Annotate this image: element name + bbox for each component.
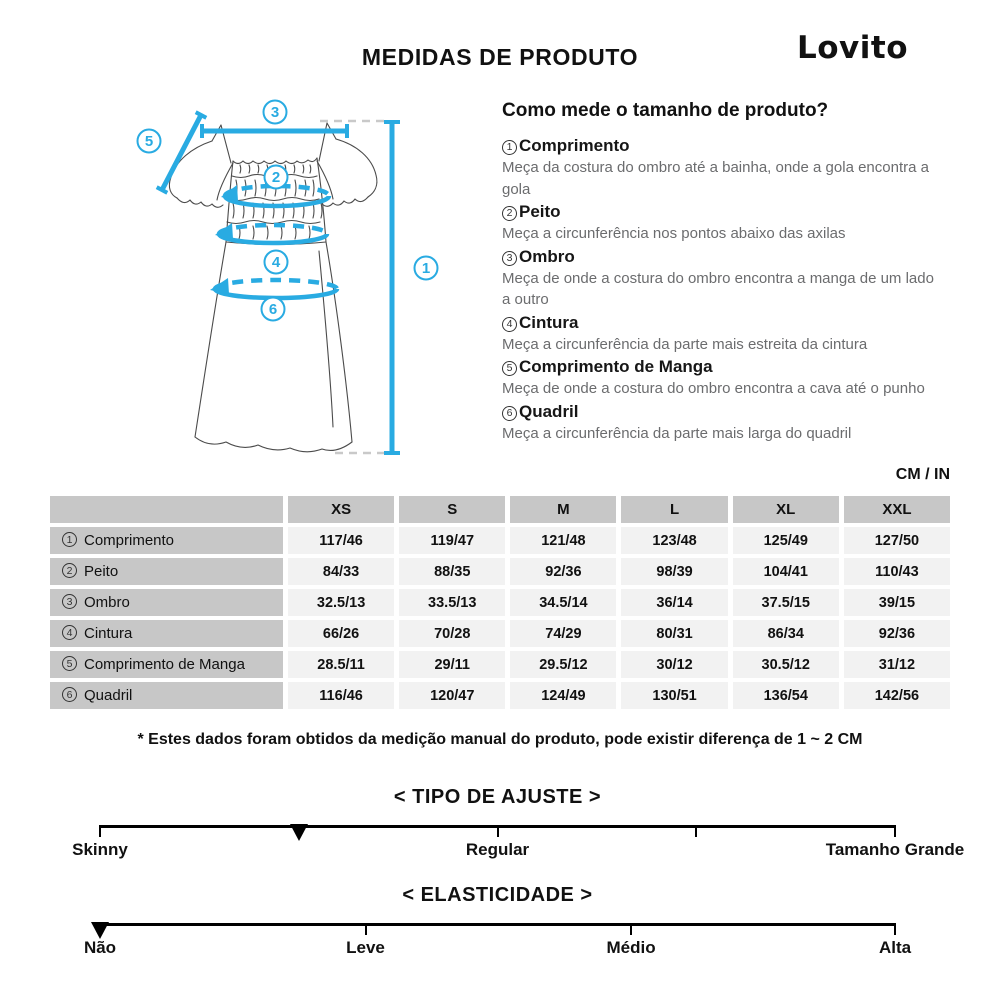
table-cell: 29/11 — [399, 651, 505, 678]
table-corner-cell — [50, 496, 283, 523]
brand-logo: Lovito — [797, 30, 909, 66]
scale-tick — [894, 923, 896, 935]
row-label-text: Ombro — [84, 594, 130, 611]
measure-ellipse-waist — [219, 234, 327, 243]
guide-item-label: Comprimento — [519, 136, 630, 155]
number-badge-icon: 2 — [502, 206, 517, 221]
row-label-text: Quadril — [84, 687, 133, 704]
table-cell: 110/43 — [844, 558, 950, 585]
guide-item-label: Ombro — [519, 246, 575, 266]
table-cell: 125/49 — [733, 527, 839, 554]
guide-item-label: Cintura — [519, 312, 579, 332]
table-row-label — [50, 589, 283, 616]
scale-marker-icon — [91, 922, 109, 939]
table-cell: 136/54 — [733, 682, 839, 709]
table-cell: 31/12 — [844, 651, 950, 678]
table-cell: 28.5/11 — [288, 651, 394, 678]
guide-item-description: Meça a circunferência da parte mais larga do quadril — [502, 424, 852, 442]
table-row-label — [50, 651, 283, 678]
guide-heading: Como mede o tamanho de produto? — [502, 100, 829, 121]
guide-item-description: Meça a circunferência da parte mais estreita da cintura — [502, 335, 868, 353]
row-label-text: Comprimento de Manga — [84, 656, 245, 673]
scale-label: Não — [83, 938, 117, 957]
guide-item-label: Quadril — [519, 401, 579, 421]
table-cell: 37.5/15 — [733, 589, 839, 616]
table-cell: 39/15 — [844, 589, 950, 616]
scale-label: Skinny — [72, 840, 128, 859]
elasticity-scale — [83, 884, 912, 960]
measure-badge-6: 6 — [268, 301, 278, 318]
number-badge-icon: 4 — [502, 317, 517, 332]
scale-tick — [497, 825, 499, 837]
number-badge-icon: 1 — [502, 140, 517, 155]
scale-tick — [99, 825, 101, 837]
table-header-cell: S — [399, 496, 505, 523]
guide-item — [502, 355, 947, 400]
table-cell: 116/46 — [288, 682, 394, 709]
guide-item-title — [502, 400, 947, 423]
table-header-cell: L — [621, 496, 727, 523]
scale-label: Médio — [606, 938, 656, 957]
table-cell: 30/12 — [621, 651, 727, 678]
guide-item-label: Peito — [519, 202, 561, 221]
scale-line — [100, 923, 895, 926]
guide-item — [502, 200, 947, 245]
number-badge-icon: 5 — [62, 656, 77, 671]
arrow-icon — [215, 223, 233, 239]
table-cell: 123/48 — [621, 527, 727, 554]
guide-item-title — [502, 134, 947, 157]
guide-items — [502, 134, 947, 444]
table-cell: 74/29 — [510, 620, 616, 647]
table-row-label — [50, 682, 283, 709]
number-badge-icon: 6 — [62, 687, 77, 702]
measure-badge-2: 2 — [271, 169, 281, 186]
table-row-label — [50, 558, 283, 585]
scale-label: Tamanho Grande — [825, 840, 965, 859]
table-cell: 104/41 — [733, 558, 839, 585]
measure-badge-1: 1 — [421, 260, 431, 277]
guide-item — [502, 134, 947, 200]
table-cell: 117/46 — [288, 527, 394, 554]
table-cell: 29.5/12 — [510, 651, 616, 678]
guide-item-description: Meça de onde a costura do ombro encontra a cava até o punho — [502, 380, 925, 397]
number-badge-icon: 6 — [502, 406, 517, 421]
table-cell: 127/50 — [844, 527, 950, 554]
table-cell: 32.5/13 — [288, 589, 394, 616]
number-badge-icon: 4 — [62, 625, 77, 640]
size-diagram — [95, 85, 475, 475]
number-badge-icon: 5 — [502, 361, 517, 376]
guide-item-description: Meça da costura do ombro até a bainha, onde a gola encontra a gola — [502, 159, 929, 198]
arrow-icon — [221, 185, 238, 201]
number-badge-icon: 3 — [62, 594, 77, 609]
table-header-cell: XL — [733, 496, 839, 523]
scale-label: Regular — [465, 840, 530, 859]
guide-item-title — [502, 355, 947, 378]
unit-label: CM / IN — [895, 466, 950, 483]
row-label-text: Cintura — [84, 625, 133, 642]
number-badge-icon: 2 — [62, 563, 77, 578]
scale-label: Leve — [346, 938, 385, 957]
scale-tick — [365, 923, 367, 935]
table-cell: 80/31 — [621, 620, 727, 647]
measure-ellipse-hip — [215, 289, 337, 298]
guide-item-title — [502, 245, 947, 268]
table-cell: 130/51 — [621, 682, 727, 709]
table-cell: 124/49 — [510, 682, 616, 709]
scale-tick — [695, 825, 697, 837]
measure-badge-5: 5 — [144, 133, 154, 150]
table-row-label — [50, 527, 283, 554]
page-title: MEDIDAS DE PRODUTO — [361, 44, 639, 70]
table-cell: 86/34 — [733, 620, 839, 647]
table-cell: 121/48 — [510, 527, 616, 554]
measuring-guide — [502, 100, 947, 444]
table-cell: 36/14 — [621, 589, 727, 616]
guide-item — [502, 400, 947, 445]
table-cell: 120/47 — [399, 682, 505, 709]
scale-tick — [630, 923, 632, 935]
table-cell: 142/56 — [844, 682, 950, 709]
table-cell: 33.5/13 — [399, 589, 505, 616]
table-cell: 88/35 — [399, 558, 505, 585]
table-cell: 30.5/12 — [733, 651, 839, 678]
table-cell: 92/36 — [844, 620, 950, 647]
measure-badge-4: 4 — [271, 254, 281, 271]
scale-labels — [83, 938, 912, 960]
guide-item-label: Comprimento de Manga — [519, 357, 713, 376]
table-cell: 66/26 — [288, 620, 394, 647]
table-header-cell: XXL — [844, 496, 950, 523]
table-cell: 119/47 — [399, 527, 505, 554]
scale-labels — [72, 840, 965, 862]
fit-type-scale — [72, 786, 965, 862]
table-header-cell: M — [510, 496, 616, 523]
table-cell: 70/28 — [399, 620, 505, 647]
footnote: * Estes dados foram obtidos da medição manual do produto, pode existir diferença de 1 ~ 2 CM — [137, 731, 863, 748]
measure-line-sleeve — [162, 115, 201, 190]
table-cell: 98/39 — [621, 558, 727, 585]
scale-marker-icon — [290, 824, 308, 841]
size-table — [50, 496, 950, 709]
number-badge-icon: 3 — [502, 251, 517, 266]
guide-item-title — [502, 311, 947, 334]
table-header-cell: XS — [288, 496, 394, 523]
row-label-text: Peito — [84, 563, 119, 580]
measure-ellipse-chest — [225, 196, 329, 206]
scale-heading: < ELASTICIDADE > — [402, 884, 593, 906]
guide-item — [502, 311, 947, 356]
scale-label: Alta — [878, 938, 912, 957]
guide-item-description: Meça de onde a costura do ombro encontra a manga de um lado a outro — [502, 269, 934, 308]
row-label-text: Comprimento — [84, 532, 175, 549]
guide-item-description: Meça a circunferência nos pontos abaixo das axilas — [502, 225, 846, 242]
scale-line — [100, 825, 895, 828]
scale-tick — [894, 825, 896, 837]
table-cell: 84/33 — [288, 558, 394, 585]
table-cell: 34.5/14 — [510, 589, 616, 616]
table-cell: 92/36 — [510, 558, 616, 585]
measure-badge-3: 3 — [270, 104, 280, 121]
guide-item — [502, 245, 947, 311]
scale-heading: < TIPO DE AJUSTE > — [393, 786, 602, 808]
guide-item-title — [502, 200, 947, 223]
table-row-label — [50, 620, 283, 647]
number-badge-icon: 1 — [62, 532, 77, 547]
